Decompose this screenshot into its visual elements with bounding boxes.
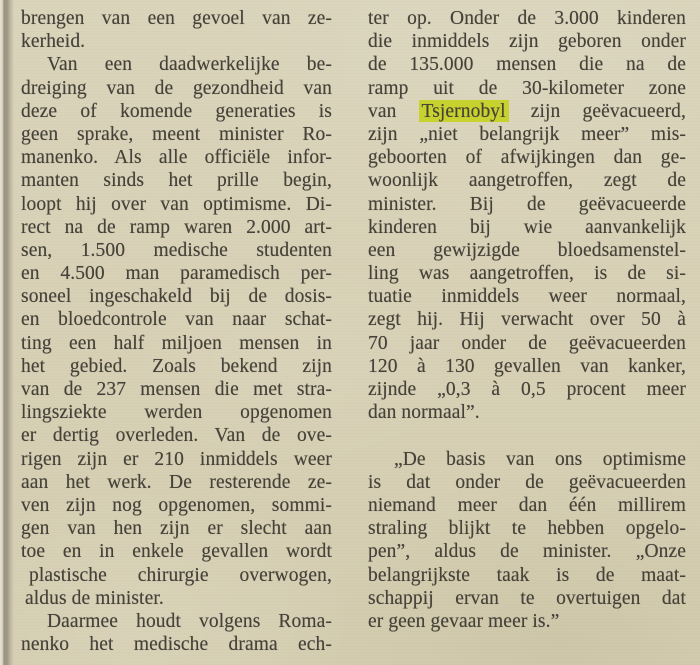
text-line: er dertig overleden. Van de ove- xyxy=(21,425,332,447)
text-line: geboorten of afwijkingen dan ge- xyxy=(368,147,686,169)
highlight-mark: Tsjernobyl xyxy=(419,100,509,122)
text-line: de 135.000 mensen die na de xyxy=(368,54,686,76)
text-line: een gewijzigde bloedsamenstel- xyxy=(368,239,686,261)
paragraph-gap xyxy=(368,424,686,447)
text-line: dreiging van de gezondheid van xyxy=(21,77,332,99)
text-segment: van xyxy=(368,100,419,122)
text-line: loopt hij over van optimisme. Di- xyxy=(21,193,332,215)
text-line: zijnde „0,3 à 0,5 procent meer xyxy=(368,379,686,400)
text-line: en bloedcontrole van naar schat- xyxy=(21,309,332,331)
text-line: het gebied. Zoals bekend zijn xyxy=(21,355,332,377)
text-line: nenko het medische drama ech- xyxy=(21,634,332,656)
text-line: aan het werk. De resterende ze- xyxy=(21,471,332,493)
text-line: is dat onder de geëvacueerden xyxy=(368,471,686,493)
text-line: ting een half miljoen mensen in xyxy=(21,332,332,354)
text-line: 70 jaar onder de geëvacueerden xyxy=(368,332,686,354)
text-line: Daarmee houdt volgens Roma- xyxy=(47,610,332,632)
text-line: kinderen bij wie aanvankelijk xyxy=(368,216,686,238)
text-line: en 4.500 man paramedisch per- xyxy=(21,263,332,285)
text-line-highlighted xyxy=(368,100,686,123)
text-line: straling blijkt te hebben opgelo- xyxy=(368,518,686,540)
text-line: aldus de minister. xyxy=(25,587,164,609)
text-line: manten sinds het prille begin, xyxy=(21,170,332,192)
text-line: ven zijn nog opgenomen, sommi- xyxy=(21,494,332,516)
text-line: tuatie inmiddels weer normaal, xyxy=(368,286,686,308)
text-line: belangrijkste taak is de maat- xyxy=(368,564,686,586)
article-column-left xyxy=(21,7,332,656)
text-line: plastische chirurgie overwogen, xyxy=(29,564,332,586)
text-line: ter op. Onder de 3.000 kinderen xyxy=(368,8,686,29)
text-line: dan normaal”. xyxy=(368,402,480,424)
article-column-right xyxy=(368,7,686,633)
text-line: manenko. Als alle officiële infor- xyxy=(21,147,332,169)
text-line: rigen zijn er 210 inmiddels weer xyxy=(21,448,332,470)
text-line: „De basis van ons optimisme xyxy=(394,448,686,470)
text-line: niemand meer dan één millirem xyxy=(368,494,686,516)
text-line: zijn „niet belangrijk meer” mis- xyxy=(368,123,686,145)
text-line: toe en in enkele gevallen wordt xyxy=(21,541,332,563)
text-line: van de 237 mensen die met stra- xyxy=(21,379,332,400)
text-line: deze of komende generaties is xyxy=(21,100,332,122)
text-line: pen”, aldus de minister. „Onze xyxy=(368,541,686,563)
text-line: geen sprake, meent minister Ro- xyxy=(21,123,332,145)
text-line: sen, 1.500 medische studenten xyxy=(21,239,332,261)
text-line: minister. Bij de geëvacueerde xyxy=(368,193,686,215)
text-line: kerheid. xyxy=(21,31,86,53)
text-line: ling was aangetroffen, is de si- xyxy=(368,263,686,285)
text-line: lingsziekte werden opgenomen xyxy=(21,402,332,424)
text-line: ramp uit de 30-kilometer zone xyxy=(368,77,686,99)
text-segment: zijn geëvacueerd, xyxy=(508,100,686,122)
text-line: er geen gevaar meer is.” xyxy=(368,610,560,632)
text-line: schappij ervan te overtuigen dat xyxy=(368,587,686,609)
text-line: rect na de ramp waren 2.000 art- xyxy=(21,216,332,238)
text-line: die inmiddels zijn geboren onder xyxy=(368,31,686,53)
text-line: Van een daadwerkelijke be- xyxy=(47,54,332,76)
text-line: zegt hij. Hij verwacht over 50 à xyxy=(368,309,686,331)
text-line: gen van hen zijn er slecht aan xyxy=(21,518,332,540)
scan-edge xyxy=(0,0,14,665)
text-line: 120 à 130 gevallen van kanker, xyxy=(368,355,686,377)
text-line: brengen van een gevoel van ze- xyxy=(21,8,332,29)
text-line: woonlijk aangetroffen, zegt de xyxy=(368,170,686,192)
text-line: soneel ingeschakeld bij de dosis- xyxy=(21,286,332,308)
